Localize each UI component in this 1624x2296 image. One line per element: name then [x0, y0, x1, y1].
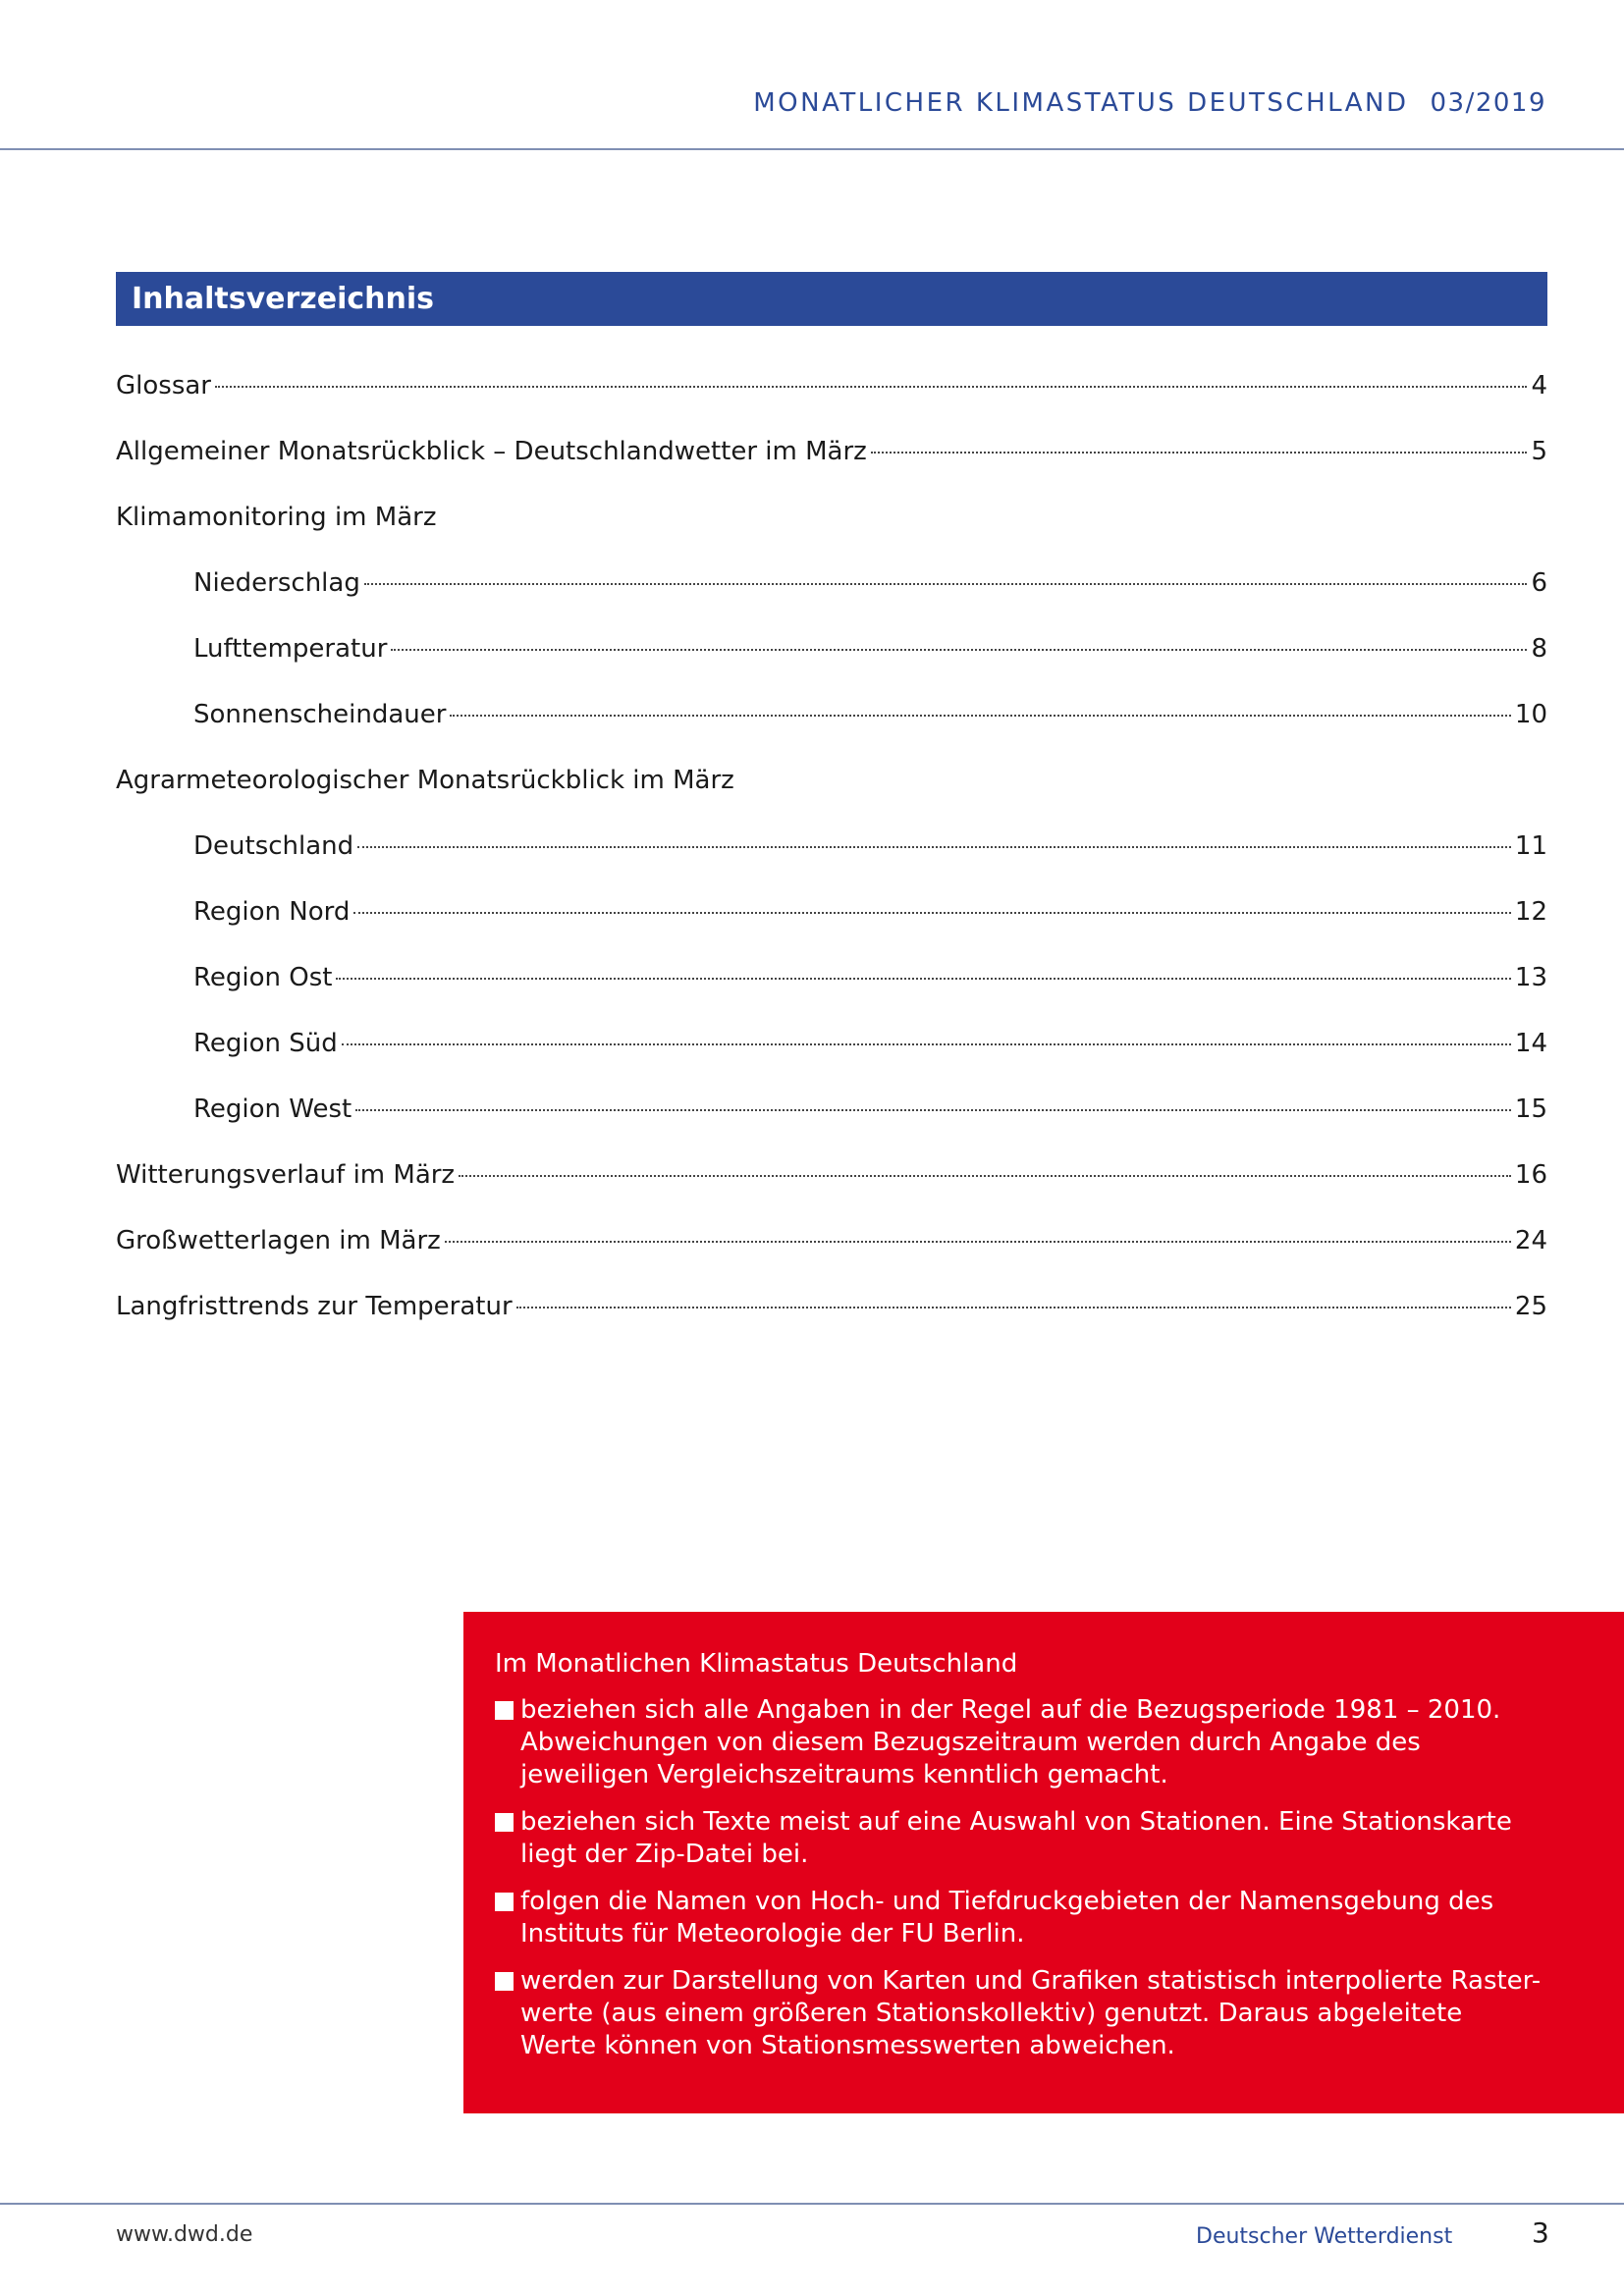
page-number: 3 — [1532, 2216, 1549, 2249]
toc-entry-page: 24 — [1514, 1226, 1547, 1255]
toc-dot-leader — [357, 846, 1511, 848]
toc-entry-label: Deutschland — [193, 831, 354, 861]
toc-dot-leader — [445, 1241, 1511, 1243]
toc-entry-label: Glossar — [116, 371, 211, 400]
footer-divider — [0, 2203, 1624, 2205]
toc-entry-label: Allgemeiner Monatsrückblick – Deutschlandwetter im März — [116, 437, 867, 466]
toc-entry-page: 8 — [1531, 634, 1547, 664]
header-divider — [0, 148, 1624, 150]
toc-entry-page: 14 — [1514, 1029, 1547, 1058]
toc-entry-label: Sonnenscheindauer — [193, 700, 447, 729]
toc-entry[interactable] — [116, 1160, 1547, 1226]
toc-entry-page: 13 — [1514, 963, 1547, 992]
toc-dot-leader — [355, 1109, 1511, 1111]
square-bullet-icon — [495, 1893, 514, 1911]
toc-entry[interactable] — [116, 437, 1547, 503]
toc-entry[interactable] — [116, 634, 1547, 700]
toc-entry-label: Witterungsverlauf im März — [116, 1160, 456, 1190]
info-box-item — [495, 1806, 1545, 1871]
info-box-item — [495, 1694, 1545, 1791]
toc-entry-label: Region West — [193, 1095, 352, 1124]
document-header — [753, 88, 1546, 118]
toc-entry-page: 16 — [1514, 1160, 1547, 1190]
toc-entry-page: 25 — [1514, 1292, 1547, 1321]
toc-entry-page: 15 — [1514, 1095, 1547, 1124]
toc-heading: Inhaltsverzeichnis — [116, 272, 1547, 326]
square-bullet-icon — [495, 1972, 514, 1991]
toc-entry-label: Großwetterlagen im März — [116, 1226, 441, 1255]
toc-dot-leader — [391, 649, 1527, 651]
toc-entry[interactable] — [116, 1292, 1547, 1358]
toc-entry-label: Lufttemperatur — [193, 634, 388, 664]
toc-dot-leader — [353, 912, 1511, 914]
info-box-item-text: beziehen sich Texte meist auf eine Auswahl von Stationen. Eine Stationskarte liegt der Zip-Datei bei. — [520, 1807, 1512, 1869]
toc-entry[interactable] — [116, 963, 1547, 1029]
toc-entry-label: Agrarmeteorologischer Monatsrückblick im März — [116, 766, 734, 795]
footer-url-link[interactable]: www.dwd.de — [116, 2222, 253, 2247]
header-title: MONATLICHER KLIMASTATUS DEUTSCHLAND — [753, 88, 1409, 118]
toc-entry-page: 10 — [1514, 700, 1547, 729]
toc-entry-page: 6 — [1531, 568, 1547, 598]
toc-dot-leader — [516, 1307, 1511, 1308]
square-bullet-icon — [495, 1813, 514, 1832]
toc-entry-label: Region Ost — [193, 963, 333, 992]
toc-dot-leader — [215, 386, 1527, 388]
toc-entry[interactable] — [116, 1095, 1547, 1160]
info-box-list — [495, 1694, 1545, 2062]
table-of-contents — [116, 371, 1547, 1358]
toc-entry-label: Klimamonitoring im März — [116, 503, 437, 532]
footer-organization: Deutscher Wetterdienst — [1196, 2224, 1453, 2249]
toc-entry-label: Region Nord — [193, 897, 351, 927]
toc-entry-label: Langfristtrends zur Temperatur — [116, 1292, 513, 1321]
toc-dot-leader — [364, 583, 1528, 585]
info-box-item-text: werden zur Darstellung von Karten und Grafiken statistisch interpolierte Raster-werte (aus einem größeren Stationskollektiv) genutzt. Daraus abgeleitete Werte können von Stationsmesswerten abweichen. — [520, 1966, 1542, 2060]
toc-entry[interactable] — [116, 831, 1547, 897]
toc-dot-leader — [336, 978, 1510, 980]
toc-entry[interactable] — [116, 700, 1547, 766]
toc-dot-leader — [459, 1175, 1511, 1177]
toc-entry[interactable] — [116, 1226, 1547, 1292]
toc-dot-leader — [450, 715, 1510, 717]
toc-entry-label: Niederschlag — [193, 568, 360, 598]
square-bullet-icon — [495, 1701, 514, 1720]
info-box-item — [495, 1886, 1545, 1950]
toc-entry[interactable] — [116, 568, 1547, 634]
toc-entry[interactable] — [116, 503, 1547, 568]
toc-entry[interactable] — [116, 1029, 1547, 1095]
toc-entry[interactable] — [116, 766, 1547, 831]
info-box-item-text: folgen die Namen von Hoch- und Tiefdruckgebieten der Namensgebung des Instituts für Meteorologie der FU Berlin. — [520, 1887, 1494, 1949]
info-box — [463, 1612, 1624, 2113]
toc-dot-leader — [871, 452, 1528, 454]
toc-entry-page: 4 — [1531, 371, 1547, 400]
header-issue: 03/2019 — [1430, 88, 1546, 118]
toc-entry-page: 11 — [1514, 831, 1547, 861]
toc-entry[interactable] — [116, 897, 1547, 963]
toc-entry-page: 12 — [1514, 897, 1547, 927]
info-box-item-text: beziehen sich alle Angaben in der Regel auf die Bezugsperiode 1981 – 2010. Abweichungen von diesem Bezugszeitraum werden durch Angabe des jeweiligen Vergleichszeitraums kenntlich gemacht. — [520, 1695, 1501, 1789]
toc-entry[interactable] — [116, 371, 1547, 437]
toc-entry-page: 5 — [1531, 437, 1547, 466]
toc-entry-label: Region Süd — [193, 1029, 338, 1058]
info-box-title: Im Monatlichen Klimastatus Deutschland — [495, 1649, 1018, 1679]
toc-dot-leader — [342, 1043, 1511, 1045]
info-box-item — [495, 1965, 1545, 2062]
